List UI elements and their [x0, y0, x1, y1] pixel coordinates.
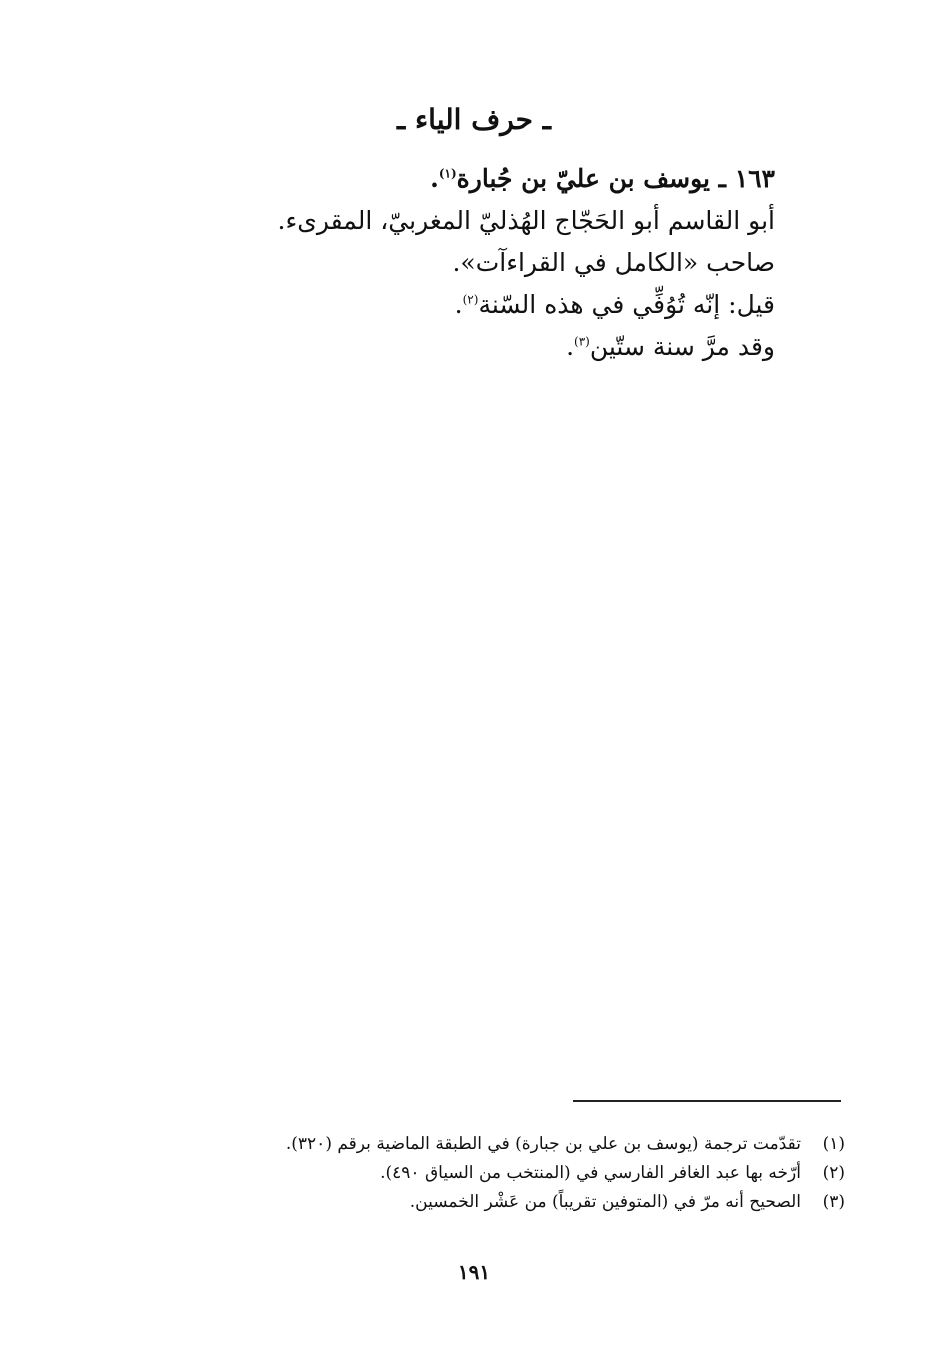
footnote-number: (٣)	[822, 1192, 845, 1212]
footnote-item	[225, 1159, 845, 1188]
footnotes	[225, 1130, 845, 1217]
entry-line-kunya: أبو القاسم أبو الحَجّاج الهُذليّ المغربيّ، المقرىء.	[277, 206, 775, 235]
entry-line-death	[175, 284, 775, 326]
entry-line-previous	[175, 326, 775, 368]
entry-line-previous-end: .	[566, 332, 575, 361]
entry-heading	[175, 158, 775, 200]
footnote-number: (٢)	[822, 1163, 845, 1183]
footnote-item	[225, 1188, 845, 1217]
section-title: ـ حرف الياء ـ	[397, 103, 551, 136]
footnote-ref-2: (٢)	[462, 292, 479, 307]
footnote-number: (١)	[822, 1134, 845, 1154]
footnote-item	[225, 1130, 845, 1159]
entry-line-death-end: .	[454, 290, 463, 319]
footnote-ref-3: (٣)	[574, 334, 590, 349]
entry-line-death-text: قيل: إنّه تُوُفِّي في هذه السّنة	[478, 290, 775, 319]
footnote-ref-1: (١)	[438, 166, 457, 181]
footnote-text: أرّخه بها عبد الغافر الفارسي في (المنتخب من السياق ٤٩٠).	[380, 1163, 801, 1183]
footnote-divider	[573, 1100, 841, 1102]
footnote-text: الصحيح أنه مرّ في (المتوفين تقريباً) من عَشْر الخمسين.	[409, 1192, 801, 1212]
biography-entry	[175, 158, 775, 368]
entry-line-previous-text: وقد مرَّ سنة ستّين	[589, 332, 775, 361]
entry-line-work: صاحب «الكامل في القراءآت».	[452, 248, 775, 277]
page-number: ١٩١	[457, 1260, 491, 1284]
footnote-text: تقدّمت ترجمة (يوسف بن علي بن جبارة) في الطبقة الماضية برقم (٣٢٠).	[285, 1134, 801, 1154]
entry-heading-end: .	[430, 164, 439, 193]
entry-heading-text: ١٦٣ ـ يوسف بن عليّ بن جُبارة	[456, 164, 775, 193]
